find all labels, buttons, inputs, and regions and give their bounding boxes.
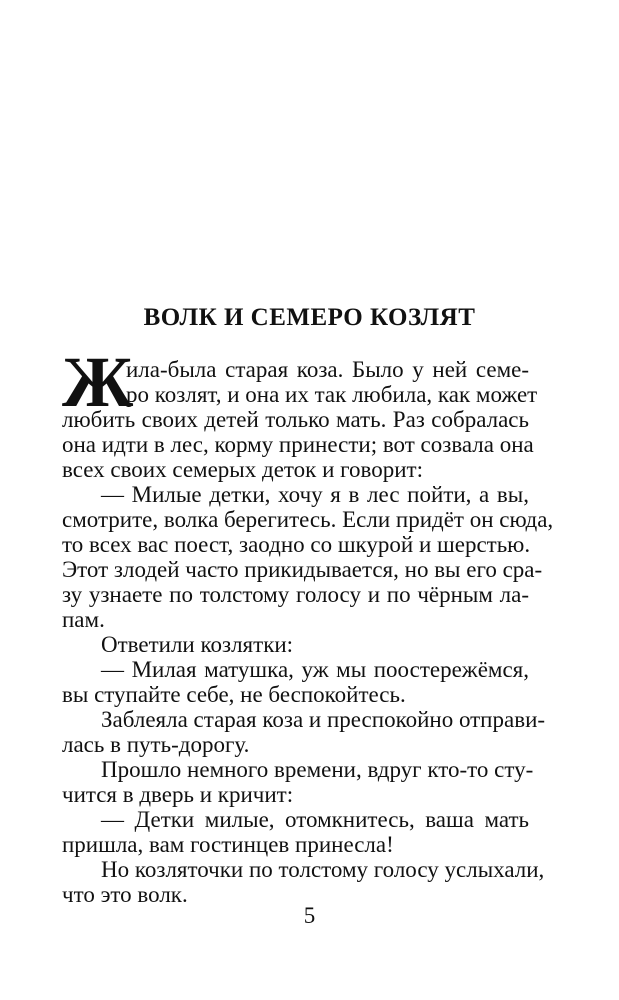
text-line: что это волк. xyxy=(62,882,188,907)
text-line: Но козляточки по толстому голосу услыхали, xyxy=(101,857,545,882)
text-line: — Детки милые, отомкнитесь, ваша мать xyxy=(101,807,529,832)
text-line: любить своих детей только мать. Раз собралась xyxy=(62,407,529,432)
text-line: Прошло немного времени, вдруг кто-то сту- xyxy=(101,757,534,782)
text-line: она идти в лес, корму принести; вот созвала она xyxy=(62,432,534,457)
text-line: Ответили козлятки: xyxy=(101,632,294,657)
text-line: — Милая матушка, уж мы поостережёмся, xyxy=(101,657,529,682)
text-line: зу узнаете по толстому голосу и по чёрным ла- xyxy=(62,582,529,607)
text-line: пам. xyxy=(62,607,105,632)
text-line: смотрите, волка берегитесь. Если придёт он сюда, xyxy=(62,507,554,532)
text-line: вы ступайте себе, не беспокойтесь. xyxy=(62,682,406,707)
drop-cap: Ж xyxy=(62,342,134,422)
text-line: ила-была старая коза. Было у ней семе- xyxy=(126,357,529,382)
text-line: то всех вас поест, заодно со шкурой и шерстью. xyxy=(62,532,531,557)
text-line: — Милые детки, хочу я в лес пойти, а вы, xyxy=(101,482,529,507)
page-number: 5 xyxy=(303,903,316,928)
story-title: ВОЛК И СЕМЕРО КОЗЛЯТ xyxy=(143,304,476,331)
text-line: Заблеяла старая коза и преспокойно отправи- xyxy=(101,707,546,732)
text-line: лась в путь-дорогу. xyxy=(62,732,250,757)
text-line: Этот злодей часто прикидывается, но вы его сра- xyxy=(62,557,543,582)
text-line: ро козлят, и она их так любила, как может xyxy=(126,382,538,407)
text-line: чится в дверь и кричит: xyxy=(62,782,294,807)
text-line: всех своих семерых деток и говорит: xyxy=(62,457,423,482)
text-line: пришла, вам гостинцев принесла! xyxy=(62,832,394,857)
